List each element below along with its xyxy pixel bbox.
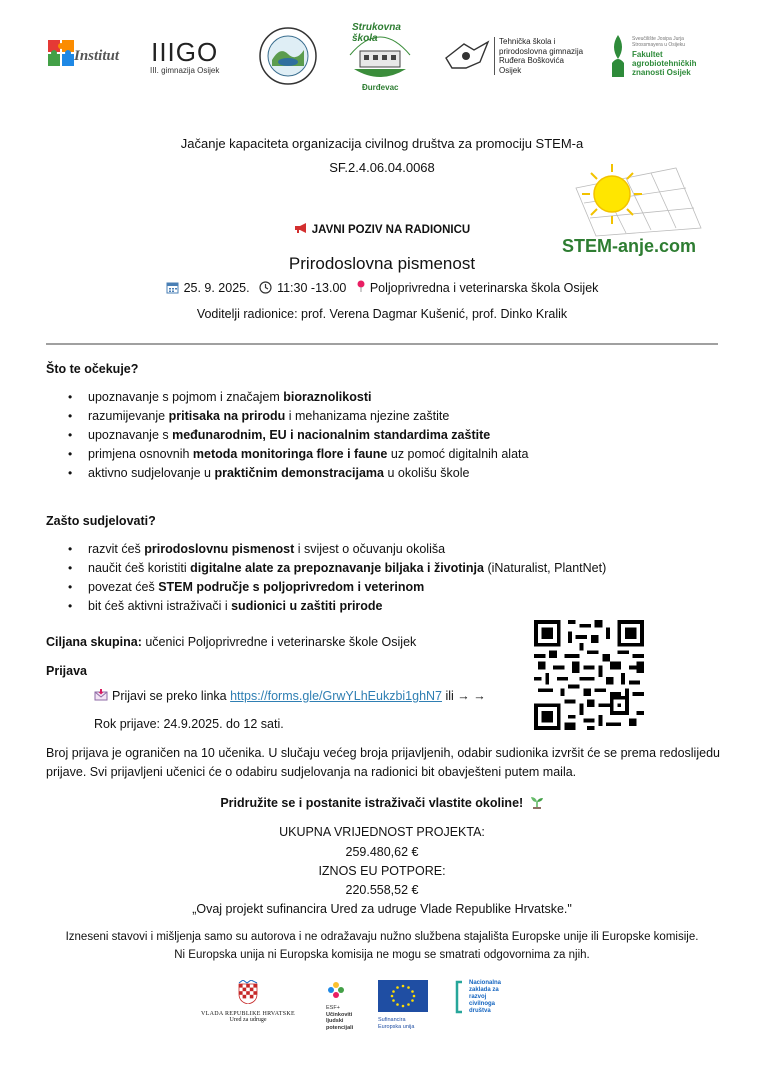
nzrcd-bracket-icon	[454, 980, 466, 1014]
tehnicka-emblem-icon	[444, 38, 490, 74]
tehnicka-line-2: prirodoslovna gimnazija	[499, 46, 584, 56]
list-item: • naučit ćeš koristiti digitalne alate za prepoznavanje biljaka i životinja (iNaturalist, PlantNet)	[46, 559, 726, 578]
esf-line-3: potencijali	[326, 1024, 354, 1031]
eu-logo	[378, 980, 430, 1030]
eu-support-label: IZNOS EU POTPORE:	[318, 864, 446, 878]
fakultet-university-2: Strossmayera u Osijeku	[632, 41, 686, 48]
why-heading: Zašto sudjelovati?	[46, 514, 156, 528]
tehnicka-line-3: Ruđera Boškovića	[499, 56, 564, 65]
vlada-name: VLADA REPUBLIKE HRVATSKE	[201, 1011, 295, 1017]
disclaimer: Izneseni stavovi i mišljenja samo su autorova i ne odražavaju nužno službena stajališta Europske unije ili Europske komisije. Ni Europska unija ni Europska komisija ne mogu se smatrati odgovornima za njih.	[65, 931, 699, 961]
signup-heading: Prijava	[46, 664, 88, 678]
eu-support-value: 220.558,52 €	[345, 883, 419, 897]
expect-list	[46, 388, 726, 483]
target-label: Ciljana skupina:	[46, 635, 142, 649]
list-item: • povezat ćeš STEM područje s poljoprivredom i veterinom	[46, 578, 726, 597]
signup-link[interactable]: https://forms.gle/GrwYLhEukzbi1ghN7	[230, 689, 443, 703]
location-pin-icon	[356, 280, 366, 293]
workshop-leaders: Voditelji radionice: prof. Verena Dagmar Kušenić, prof. Dinko Kralik	[196, 307, 568, 321]
strukovna-city: Đurđevac	[362, 83, 399, 92]
tehnicka-logo	[444, 24, 583, 88]
esf-flower-icon	[326, 980, 346, 1000]
workshop-details	[0, 280, 764, 295]
list-item: • upoznavanje s pojmom i značajem bioraznolikosti	[46, 388, 726, 407]
nzrcd-line-5: društva	[469, 1008, 491, 1014]
list-item: • aktivno sudjelovanje u praktičnim demonstracijama u okolišu škole	[46, 464, 726, 483]
round-seal-logo	[258, 24, 318, 88]
megaphone-icon	[294, 222, 308, 234]
nzrcd-line-1: Nacionalna	[469, 980, 502, 986]
list-item: • primjena osnovnih metoda monitoringa flore i faune uz pomoć digitalnih alata	[46, 445, 726, 464]
vlada-logo	[196, 980, 300, 1023]
signup-post: ili → →	[442, 689, 486, 703]
vlada-office: Ured za udruge	[229, 1017, 267, 1023]
signup-pre: Prijavi se preko linka	[112, 689, 231, 703]
list-item: • bit ćeš aktivni istraživači i sudionici u zaštiti prirode	[46, 597, 726, 616]
target-group	[46, 635, 416, 649]
fakultet-line-1: Fakultet	[632, 49, 663, 59]
esf-line-1: Učinkoviti	[326, 1011, 353, 1018]
stem-anje-logo	[556, 158, 706, 260]
why-list	[46, 540, 726, 616]
qr-code[interactable]	[534, 620, 644, 730]
nzrcd-line-4: civilnoga	[469, 1001, 496, 1007]
total-value-label: UKUPNA VRIJEDNOST PROJEKTA:	[279, 825, 485, 839]
eu-line-1: Sufinancira	[378, 1017, 406, 1023]
list-item: • razvit ćeš prirodoslovnu pismenost i svijest o očuvanju okoliša	[46, 540, 726, 559]
esf-logo	[326, 980, 370, 1031]
fakultet-logo	[608, 24, 696, 88]
project-title: Jačanje kapaciteta organizacija civilnog društva za promociju STEM-a	[180, 136, 584, 151]
fakultet-university-1: Sveučilište Josipa Jurja	[632, 35, 684, 42]
target-text: učenici Poljoprivredne i veterinarske škole Osijek	[141, 635, 417, 649]
calendar-icon	[166, 281, 179, 294]
partner-logos	[40, 24, 730, 94]
gimnazija-name: III. gimnazija Osijek	[150, 65, 220, 75]
announcement-text: JAVNI POZIV NA RADIONICU	[311, 224, 471, 236]
workshop-title: Prirodoslovna pismenost	[288, 254, 476, 273]
eu-line-2: Europska unija	[378, 1023, 415, 1030]
list-item: • upoznavanje s međunarodnim, EU i nacionalnim standardima zaštite	[46, 426, 726, 445]
tehnicka-line-1: Tehnička škola i	[499, 37, 556, 46]
expect-heading: Što te očekuje?	[46, 362, 139, 376]
signup-line	[94, 689, 486, 703]
stem-anje-text: STEM-anje.com	[562, 236, 697, 256]
institut-logo	[46, 24, 119, 88]
esf-label: ESF+	[326, 1005, 340, 1011]
nzrcd-logo	[454, 980, 534, 1015]
limit-paragraph: Broj prijava je ograničen na 10 učenika. U slučaju većeg broja prijavljenih, odabir sudionika izvršit će se prema redoslijedu prijave. Svi prijavljeni učenici će o odabiru sudjelovanja na radionici bit obavješteni putem maila.	[46, 746, 720, 779]
join-text: Pridružite se i postanite istraživači vlastite okoline!	[220, 796, 524, 810]
fakultet-line-3: znanosti Osijek	[632, 67, 691, 77]
section-divider	[46, 343, 718, 345]
eu-flag-icon	[378, 980, 428, 1012]
announcement	[0, 222, 764, 236]
fakultet-leaf-icon	[608, 33, 628, 79]
gimnazija-mark: IIIGO	[151, 36, 219, 67]
join-callout	[0, 796, 764, 810]
fakultet-line-2: agrobiotehničkih	[632, 58, 697, 68]
strukovna-name: Strukovna škola	[352, 22, 401, 44]
nzrcd-line-2: zaklada za	[469, 987, 499, 993]
workshop-location: Poljoprivredna i veterinarska škola Osijek	[369, 281, 599, 295]
clock-icon	[259, 281, 272, 294]
list-item: • razumijevanje pritisaka na prirodu i mehanizama njezine zaštite	[46, 407, 726, 426]
envelope-icon	[94, 689, 108, 701]
nzrcd-line-3: razvoj	[469, 994, 487, 1000]
strukovna-logo	[344, 22, 416, 92]
signup-deadline: Rok prijave: 24.9.2025. do 12 sati.	[94, 717, 284, 731]
cofund-statement: „Ovaj projekt sufinancira Ured za udruge Vlade Republike Hrvatske."	[192, 902, 572, 916]
institut-name: Institut	[74, 47, 120, 64]
seedling-icon	[530, 796, 544, 809]
workshop-date: 25. 9. 2025.	[183, 281, 250, 295]
workshop-time: 11:30 -13.00	[277, 281, 347, 295]
croatian-coat-of-arms-icon	[238, 980, 258, 1004]
gimnazija-logo	[150, 24, 219, 88]
school-seal-icon	[258, 26, 318, 86]
project-code: SF.2.4.06.04.0068	[329, 160, 435, 175]
esf-line-2: ljudski	[326, 1018, 344, 1024]
tehnicka-line-4: Osijek	[499, 65, 522, 75]
total-value: 259.480,62 €	[345, 845, 419, 859]
